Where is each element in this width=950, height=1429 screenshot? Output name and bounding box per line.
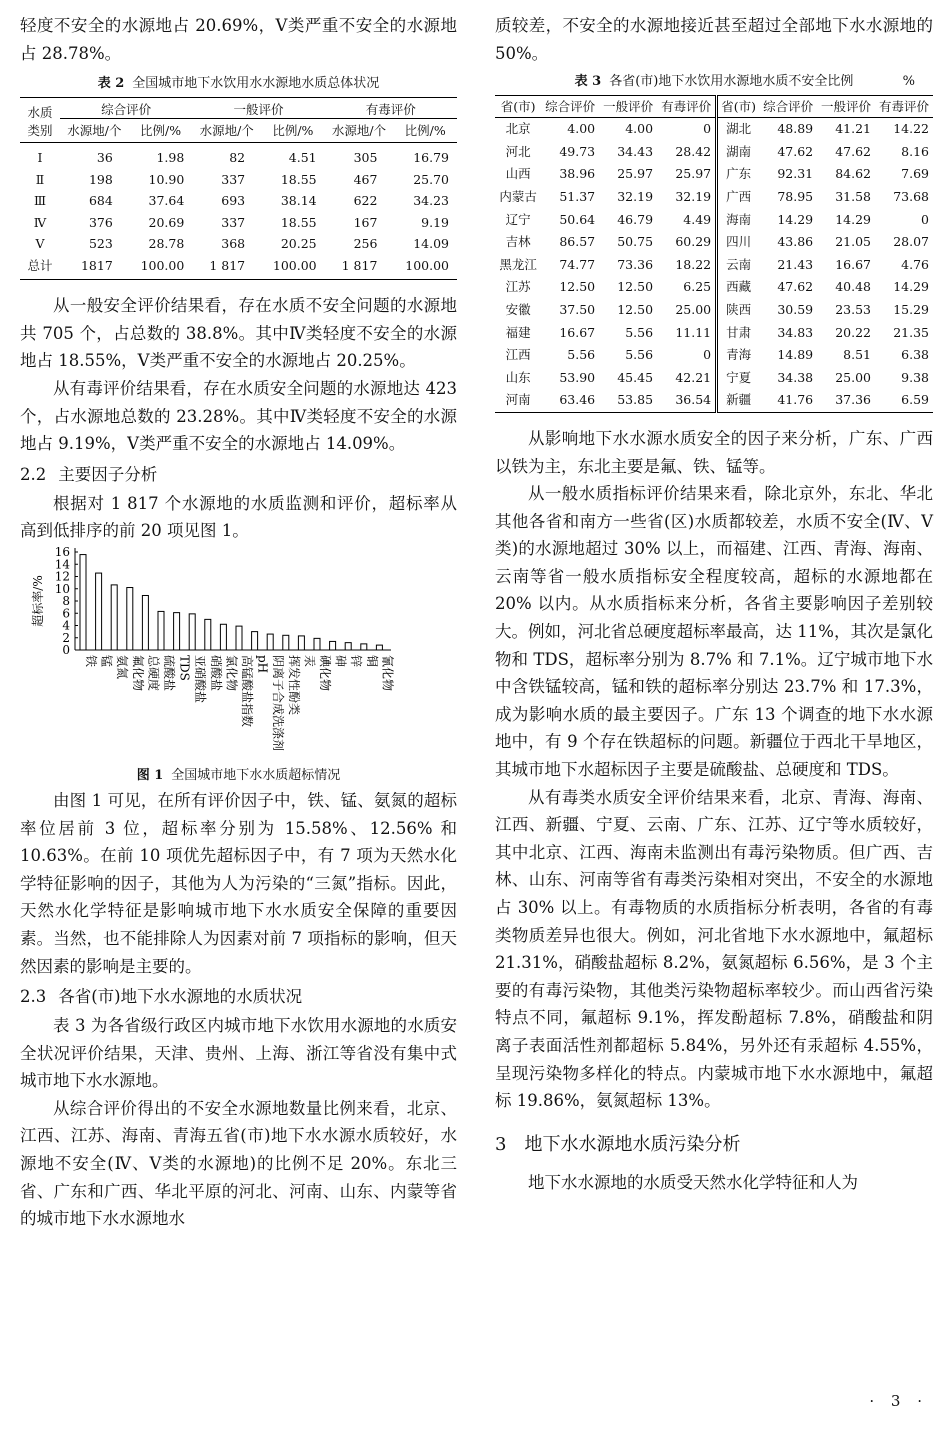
table2-cell: 14.09 xyxy=(413,236,449,252)
x-category-label: 碘化物 xyxy=(318,654,332,691)
table3-cell: 14.29 xyxy=(777,211,814,227)
table3-cell: 37.50 xyxy=(559,301,596,317)
bar xyxy=(330,641,336,650)
table3-cell: 34.83 xyxy=(777,324,814,340)
table2-cell: 25.70 xyxy=(413,171,449,187)
table2-row-label: Ⅰ xyxy=(37,150,43,166)
bar xyxy=(189,614,195,650)
table3-cell: 50.75 xyxy=(617,234,654,250)
table3-head: 一般评价 xyxy=(817,96,875,118)
table2-caption xyxy=(20,75,457,93)
table3-cell: 25.97 xyxy=(617,166,654,182)
table3-cell: 15.29 xyxy=(893,301,929,317)
table3-row xyxy=(495,163,933,186)
table2-row-label: Ⅱ xyxy=(35,171,45,187)
table2-cell: 523 xyxy=(88,236,113,252)
table3-province: 广东 xyxy=(726,166,752,182)
y-tick-label: 6 xyxy=(62,606,70,621)
table3-cell: 34.43 xyxy=(617,143,654,159)
table3-row xyxy=(495,209,933,232)
table2-cell: 16.79 xyxy=(413,150,449,166)
table3 xyxy=(495,95,933,413)
table3-cell: 21.43 xyxy=(777,256,814,272)
table3-caption xyxy=(495,73,933,91)
bar xyxy=(236,626,242,650)
x-category-label: 硝酸盐 xyxy=(208,654,223,691)
left-column xyxy=(20,12,457,1233)
table2-subhead: 比例/% xyxy=(393,119,457,143)
x-category-label: 氨氮 xyxy=(115,654,130,679)
table2-cell: 18.55 xyxy=(280,214,317,230)
bar xyxy=(142,595,148,650)
section-title: 主要因子分析 xyxy=(58,464,158,484)
table3-province: 辽宁 xyxy=(505,211,531,227)
table3-province: 河北 xyxy=(505,143,531,159)
x-category-label: 氰化物 xyxy=(380,654,395,691)
y-tick-label: 2 xyxy=(62,630,70,645)
table3-row xyxy=(495,389,933,412)
table3-cell: 73.36 xyxy=(617,256,654,272)
table3-cell: 36.54 xyxy=(657,389,717,412)
bar xyxy=(252,632,258,650)
paragraph: 从一般安全评价结果看，存在水质不安全问题的水源地共 705 个，占总数的 38.8%。其中Ⅳ类轻度不安全的水源地占 18.55%，Ⅴ类严重不安全的水源地占 20.25%。 xyxy=(20,296,457,371)
table2-row-label: Ⅴ xyxy=(35,236,45,252)
table3-cell: 8.51 xyxy=(843,347,872,363)
table3-row xyxy=(495,276,933,299)
table2-cell: 34.23 xyxy=(413,193,449,209)
table2-cell: 100.00 xyxy=(140,257,185,273)
table3-cell: 73.68 xyxy=(893,188,929,204)
x-category-label: 汞 xyxy=(302,654,317,667)
bar xyxy=(345,643,351,650)
table3-province: 江西 xyxy=(505,347,531,363)
bar xyxy=(80,555,86,650)
table3-cell: 14.29 xyxy=(835,211,872,227)
section-heading-3 xyxy=(495,1131,933,1159)
table3-cell: 78.95 xyxy=(777,188,814,204)
table2-subhead: 比例/% xyxy=(261,119,325,143)
table3-unit: % xyxy=(902,74,915,90)
table3-head: 综合评价 xyxy=(541,96,599,118)
paragraph: 从有毒类水质安全评价结果来看，北京、青海、海南、江西、新疆、宁夏、云南、广东、江苏、辽宁等水质较好，其中北京、江西、海南未监测出有毒污染物质。但广西、吉林、山东、河南等省有毒类污染相对突出，不安全的水源地占 30% 以上。有毒物质的水质指标分析表明，各省的有毒类物质差异也很大。例如，河北省地下水水源地中，氟超标 21.31%，硝酸盐超标 8.2%，氨氮超标 6.56%，是 3 个主要的有毒污染物，其他类污染物超标率较少。而山西省污染特点不同，氟超标 9.1%，挥发酚超标 7.8%，硝酸盐和阴离子表面活性剂都超标 5.84%，另外还有汞超标 4.55%，呈现污染物多样化的特点。内蒙城市地下水水源地中，氟超标 19.86%，氨氮超标 13%。 xyxy=(495,787,933,1111)
table3-cell: 31.58 xyxy=(835,188,872,204)
section-title: 地下水水源地水质污染分析 xyxy=(524,1133,741,1155)
table2-row xyxy=(20,143,457,169)
table3-cell: 0 xyxy=(921,211,929,227)
table3-head: 有毒评价 xyxy=(657,96,717,118)
section-number: 2.3 xyxy=(20,987,47,1007)
table3-cell: 16.67 xyxy=(559,324,596,340)
bar xyxy=(361,644,367,650)
table3-title: 各省(市)地下水饮用水源地水质不安全比例 xyxy=(609,74,854,90)
x-category-label: 高锰酸盐指数 xyxy=(240,654,254,727)
table3-cell: 9.38 xyxy=(901,369,929,385)
table2-row xyxy=(20,255,457,280)
table3-cell: 47.62 xyxy=(835,143,872,159)
table3-province: 西藏 xyxy=(726,279,752,295)
table3-row xyxy=(495,254,933,277)
x-category-label: 铁 xyxy=(84,654,98,667)
table3-row xyxy=(495,322,933,345)
table3-cell: 50.64 xyxy=(559,211,596,227)
table2-corner xyxy=(20,98,60,143)
table3-cell: 12.50 xyxy=(559,279,596,295)
table2-cell: 1 817 xyxy=(341,257,378,273)
table3-cell: 0 xyxy=(657,118,717,141)
table3-cell: 45.45 xyxy=(617,369,654,385)
table3-province: 广西 xyxy=(726,188,752,204)
page-number: · 3 · xyxy=(869,1392,928,1410)
y-axis-label: 超标率/% xyxy=(31,575,45,627)
table3-province: 湖北 xyxy=(726,121,752,137)
bar xyxy=(174,613,180,650)
table3-cell: 84.62 xyxy=(835,166,872,182)
table3-row xyxy=(495,231,933,254)
table2-corner-2: 类别 xyxy=(27,122,53,138)
x-category-label: 锌 xyxy=(349,654,364,667)
table3-head: 一般评价 xyxy=(599,96,657,118)
y-tick-label: 8 xyxy=(62,593,70,608)
table3-province: 云南 xyxy=(726,256,752,272)
table3-cell: 42.21 xyxy=(657,367,717,390)
table3-cell: 12.50 xyxy=(617,301,654,317)
table2-cell: 368 xyxy=(221,236,246,252)
table3-cell: 63.46 xyxy=(559,392,596,408)
x-category-label: 砷 xyxy=(333,654,348,667)
table3-cell: 46.79 xyxy=(617,211,654,227)
table3-cell: 92.31 xyxy=(777,166,814,182)
table3-cell: 47.62 xyxy=(777,143,814,159)
table2-subhead: 水源地/个 xyxy=(192,119,261,143)
x-category-label: 挥发性酚类 xyxy=(286,654,301,715)
table2-cell: 36 xyxy=(96,150,113,166)
table3-province: 四川 xyxy=(726,234,752,250)
table3-cell: 60.29 xyxy=(657,231,717,254)
table3-cell: 32.19 xyxy=(617,188,654,204)
table2-row xyxy=(20,212,457,234)
table3-cell: 51.37 xyxy=(559,188,596,204)
table3-label: 表 3 xyxy=(574,74,602,90)
y-tick-label: 12 xyxy=(54,569,70,584)
table3-cell: 34.38 xyxy=(777,369,814,385)
table2-cell: 198 xyxy=(88,171,113,187)
bar xyxy=(314,638,320,650)
table2-cell: 1 817 xyxy=(209,257,246,273)
table3-cell: 5.56 xyxy=(567,347,596,363)
table3-cell: 6.25 xyxy=(657,276,717,299)
y-tick-label: 16 xyxy=(54,544,70,559)
table2-cell: 20.25 xyxy=(280,236,317,252)
table3-row xyxy=(495,299,933,322)
table3-province: 北京 xyxy=(505,121,531,137)
table3-cell: 4.00 xyxy=(567,121,596,137)
bar xyxy=(205,619,211,650)
table2-title: 全国城市地下水饮用水水源地水质总体状况 xyxy=(132,76,380,92)
table3-cell: 8.16 xyxy=(901,143,929,159)
paragraph: 轻度不安全的水源地占 20.69%，Ⅴ类严重不安全的水源地占 28.78%。 xyxy=(20,16,457,63)
table2-cell: 1817 xyxy=(80,257,113,273)
bar xyxy=(111,585,117,650)
table3-cell: 14.89 xyxy=(777,347,814,363)
table3-province: 山西 xyxy=(505,166,531,182)
table3-province: 海南 xyxy=(726,211,752,227)
table3-body xyxy=(495,118,933,413)
table3-cell: 18.22 xyxy=(657,254,717,277)
table2-row xyxy=(20,233,457,255)
table3-cell: 48.89 xyxy=(777,121,814,137)
table3-cell: 40.48 xyxy=(835,279,872,295)
figure1-caption xyxy=(20,767,457,785)
bar xyxy=(127,587,133,649)
table2-cell: 256 xyxy=(353,236,378,252)
section-heading-2-2 xyxy=(20,462,457,488)
bar xyxy=(376,645,382,650)
table2-cell: 1.98 xyxy=(156,150,185,166)
table3-cell: 11.11 xyxy=(657,322,717,345)
x-category-label: 亚硝酸盐 xyxy=(193,654,208,703)
section-heading-2-3 xyxy=(20,984,457,1010)
paragraph: 由图 1 可见，在所有评价因子中，铁、锰、氨氮的超标率位居前 3 位，超标率分别为 15.58%、12.56% 和 10.63%。在前 10 项优先超标因子中，有 7 项为天然水化学特征影响的因子，其他为人为污染的“三氮”指标。因此，天然水化学特征是影响城市地下水水质安全保障的重要因素。当然，也不能排除人为因素对前 7 项指标的影响，但天然因素的影响是主要的。 xyxy=(20,790,457,976)
table3-province: 黑龙江 xyxy=(499,256,537,272)
figure1-chart xyxy=(20,545,457,765)
table2-subhead: 水源地/个 xyxy=(60,119,129,143)
table3-cell: 41.76 xyxy=(777,392,814,408)
paragraph: 从影响地下水水源水质安全的因子来分析，广东、广西以铁为主，东北主要是氟、铁、锰等。 xyxy=(495,428,933,476)
table2-cell: 82 xyxy=(229,150,246,166)
table3-cell: 38.96 xyxy=(559,166,596,182)
table2-cell: 376 xyxy=(88,214,113,230)
y-tick-label: 0 xyxy=(62,642,70,657)
table2-row xyxy=(20,169,457,191)
x-category-label: 硫酸盐 xyxy=(162,654,176,691)
table3-province: 青海 xyxy=(726,347,752,363)
table2-cell: 693 xyxy=(221,193,246,209)
table2-group: 一般评价 xyxy=(192,98,324,119)
table3-cell: 6.38 xyxy=(901,347,929,363)
table2-row-label: Ⅲ xyxy=(33,193,47,209)
table3-cell: 28.42 xyxy=(657,141,717,164)
bar xyxy=(298,636,304,650)
table2-cell: 467 xyxy=(353,171,378,187)
table3-province: 安徽 xyxy=(505,301,531,317)
table2-group: 综合评价 xyxy=(60,98,192,119)
table2-cell: 20.69 xyxy=(148,214,185,230)
table3-cell: 21.35 xyxy=(893,324,929,340)
table3-cell: 25.97 xyxy=(657,163,717,186)
table2-cell: 337 xyxy=(221,214,246,230)
table3-cell: 28.07 xyxy=(893,234,929,250)
x-category-label: 总硬度 xyxy=(146,654,161,691)
section-number: 2.2 xyxy=(20,464,47,484)
table3-cell: 53.90 xyxy=(559,369,596,385)
table3-province: 宁夏 xyxy=(726,369,752,385)
table3-cell: 47.62 xyxy=(777,279,814,295)
table2-cell: 28.78 xyxy=(148,236,185,252)
table3-cell: 6.59 xyxy=(901,392,929,408)
table2 xyxy=(20,97,457,280)
paragraph: 从一般水质指标评价结果来看，除北京外，东北、华北其他各省和南方一些省(区)水质都较差，水质不安全(Ⅳ、Ⅴ类)的水源地超过 30% 以上，而福建、江西、青海、海南、云南等省一般水质指标安全程度较高，超标的水源地都在 20% 以内。从水质指标来分析，各省主要影响因子差别较大。例如，河北省总硬度超标率最高，达 11%，其次是氯化物和 TDS，超标率分别为 8.7% 和 7.1%。辽宁城市地下水中含铁锰较高，锰和铁的超标率分别达 23.7% 和 17.3%，成为影响水质的最主要因子。广东 13 个调查的地下水水源地中，有 9 个存在铁超标的问题。新疆位于西北干旱地区，其城市地下水超标因子主要是硫酸盐、总硬度和 TDS。 xyxy=(495,484,933,780)
table3-cell: 7.69 xyxy=(901,166,929,182)
table2-cell: 18.55 xyxy=(280,171,317,187)
table3-cell: 53.85 xyxy=(617,392,654,408)
table2-cell: 305 xyxy=(353,150,378,166)
table3-row xyxy=(495,344,933,367)
bar xyxy=(158,611,164,650)
table3-cell: 21.05 xyxy=(835,234,872,250)
table3-cell: 14.29 xyxy=(893,279,929,295)
table2-body xyxy=(20,143,457,280)
table3-province: 新疆 xyxy=(726,392,752,408)
table3-cell: 0 xyxy=(657,344,717,367)
table2-cell: 337 xyxy=(221,171,246,187)
table3-cell: 14.22 xyxy=(893,121,929,137)
table2-cell: 37.64 xyxy=(148,193,185,209)
table3-province: 山东 xyxy=(505,369,531,385)
bar xyxy=(96,573,102,650)
table2-row-label: 总计 xyxy=(27,257,53,273)
x-category-label: TDS xyxy=(177,654,192,681)
table3-cell: 86.57 xyxy=(559,234,596,250)
table3-row xyxy=(495,367,933,390)
table3-head: 有毒评价 xyxy=(875,96,933,118)
table2-cell: 4.51 xyxy=(288,150,317,166)
table2-label: 表 2 xyxy=(97,76,125,92)
table3-cell: 4.76 xyxy=(901,256,929,272)
table3-province: 内蒙古 xyxy=(499,188,537,204)
table3-cell: 4.00 xyxy=(625,121,654,137)
table2-row xyxy=(20,190,457,212)
table3-cell: 32.19 xyxy=(657,186,717,209)
paragraph: 从有毒评价结果看，存在水质安全问题的水源地达 423 个，占水源地总数的 23.28%。其中Ⅳ类轻度不安全的水源地占 9.19%，Ⅴ类严重不安全的水源地占 14.09%。 xyxy=(20,378,457,454)
figure1-title: 全国城市地下水水质超标情况 xyxy=(171,767,341,783)
paragraph: 地下水水源地的水质受天然水化学特征和人为 xyxy=(528,1172,858,1192)
table2-cell: 684 xyxy=(88,193,113,209)
table3-cell: 74.77 xyxy=(559,256,596,272)
table2-cell: 100.00 xyxy=(272,257,317,273)
table3-cell: 49.73 xyxy=(559,143,596,159)
table2-cell: 10.90 xyxy=(148,171,185,187)
table3-cell: 5.56 xyxy=(625,347,654,363)
table2-cell: 38.14 xyxy=(280,193,317,209)
paragraph: 质较差，不安全的水源地接近甚至超过全部地下水水源地的 50%。 xyxy=(495,16,933,63)
table2-cell: 622 xyxy=(353,193,378,209)
y-tick-label: 14 xyxy=(54,557,70,572)
table3-province: 福建 xyxy=(505,324,531,340)
table3-row xyxy=(495,118,933,141)
x-category-label: 锰 xyxy=(99,654,114,667)
y-tick-label: 4 xyxy=(62,618,70,633)
x-category-label: 阴离子合成洗涤剂 xyxy=(271,654,286,751)
table3-province: 江苏 xyxy=(505,279,531,295)
table3-cell: 16.67 xyxy=(835,256,872,272)
bar xyxy=(283,635,289,650)
table2-subhead: 比例/% xyxy=(129,119,193,143)
bar xyxy=(267,634,273,650)
table3-cell: 30.59 xyxy=(777,301,814,317)
table3-head: 省(市) xyxy=(717,96,760,118)
table2-cell: 167 xyxy=(353,214,378,230)
table3-province: 吉林 xyxy=(505,234,531,250)
y-tick-label: 10 xyxy=(54,581,70,596)
table3-province: 甘肃 xyxy=(726,324,752,340)
table3-cell: 23.53 xyxy=(835,301,872,317)
table3-head: 省(市) xyxy=(495,96,541,118)
right-column xyxy=(495,12,933,1196)
section-title: 各省(市)地下水水源地的水质状况 xyxy=(58,987,303,1007)
table3-cell: 5.56 xyxy=(625,324,654,340)
bar xyxy=(220,624,226,650)
table3-cell: 4.49 xyxy=(657,209,717,232)
table3-cell: 20.22 xyxy=(835,324,872,340)
paragraph: 表 3 为各省级行政区内城市地下水饮用水源地的水质安全状况评价结果，天津、贵州、上海、浙江等省没有集中式城市地下水水源地。 xyxy=(20,1016,457,1091)
table3-head: 综合评价 xyxy=(759,96,817,118)
table3-cell: 43.86 xyxy=(777,234,814,250)
table3-cell: 25.00 xyxy=(657,299,717,322)
x-category-label: 氟化物 xyxy=(130,654,145,691)
table2-cell: 9.19 xyxy=(421,214,449,230)
x-category-label: 氯化物 xyxy=(224,654,239,691)
table3-cell: 25.00 xyxy=(835,369,872,385)
paragraph: 根据对 1 817 个水源地的水质监测和评价，超标率从高到低排序的前 20 项见图 1。 xyxy=(20,493,457,541)
table3-province: 陕西 xyxy=(726,301,752,317)
figure1-label: 图 1 xyxy=(136,767,164,783)
table3-cell: 37.36 xyxy=(835,392,872,408)
table3-cell: 41.21 xyxy=(835,121,872,137)
table2-subhead: 水源地/个 xyxy=(325,119,394,143)
section-number: 3 xyxy=(495,1133,507,1155)
table2-row-label: Ⅳ xyxy=(33,214,47,230)
table3-row xyxy=(495,186,933,209)
x-category-label: 铜 xyxy=(364,654,379,667)
table3-row xyxy=(495,141,933,164)
x-category-label: pH xyxy=(255,654,270,674)
table2-corner-1: 水质 xyxy=(27,104,53,120)
table3-province: 湖南 xyxy=(726,143,752,159)
paragraph: 从综合评价得出的不安全水源地数量比例来看，北京、江西、江苏、海南、青海五省(市)地下水水源水质较好，水源地不安全(Ⅳ、Ⅴ类的水源地)的比例不足 20%。东北三省、广东和广西、华北平原的河北、河南、山东、内蒙等省的城市地下水水源地水 xyxy=(20,1098,457,1229)
table3-province: 河南 xyxy=(505,392,531,408)
table2-cell: 100.00 xyxy=(405,257,449,273)
table3-cell: 12.50 xyxy=(617,279,654,295)
table2-group: 有毒评价 xyxy=(325,98,457,119)
